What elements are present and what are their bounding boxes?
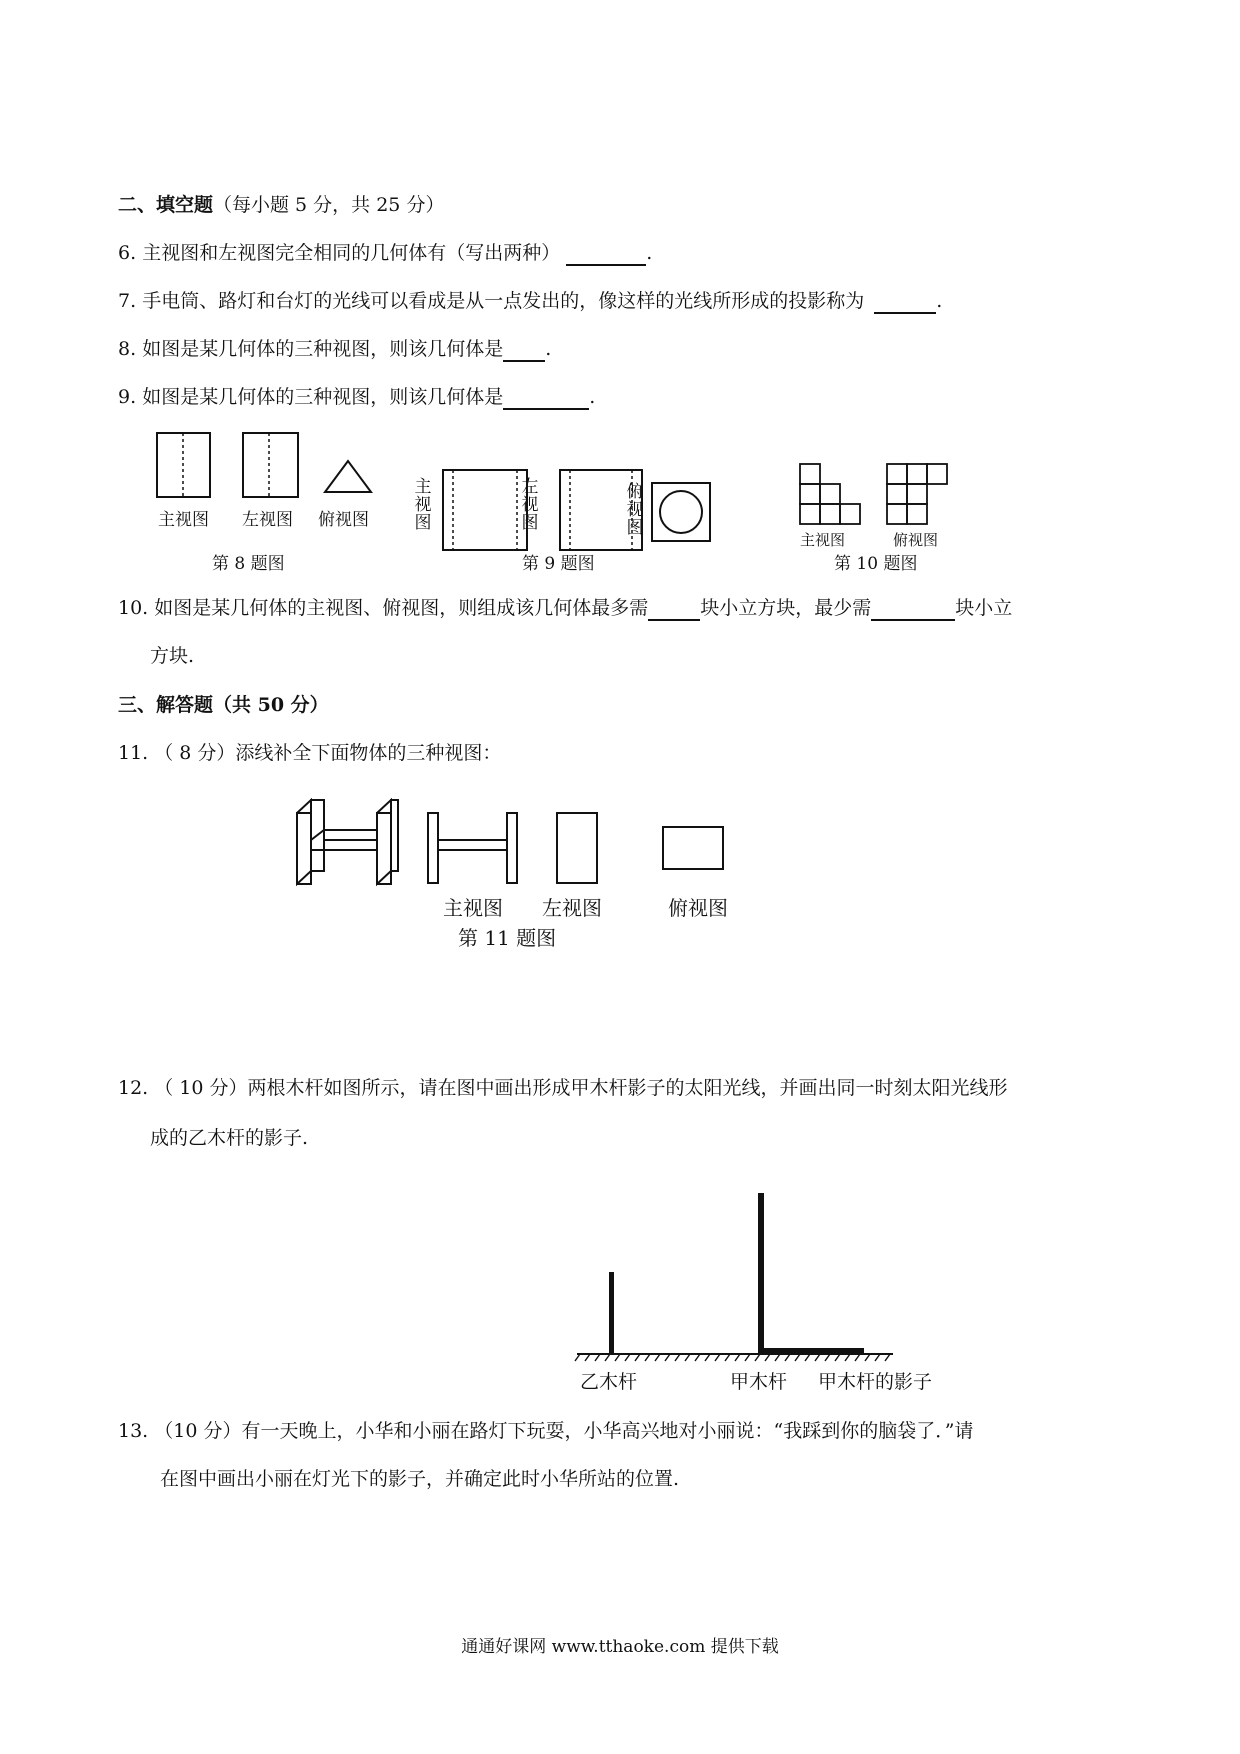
question-end: . bbox=[936, 290, 943, 312]
fig10-label-front: 主视图 bbox=[800, 531, 846, 549]
fig8-label-left: 左视图 bbox=[242, 510, 293, 530]
fig9-label-top: 俯视图 bbox=[626, 482, 644, 538]
question-10 bbox=[118, 595, 1012, 621]
question-13-continued: 在图中画出小丽在灯光下的影子，并确定此时小华所站的位置. bbox=[160, 1468, 680, 1490]
fig9-caption: 第 9 题图 bbox=[522, 554, 595, 574]
answer-blank-min[interactable] bbox=[871, 599, 955, 621]
fig12-ground-hatch bbox=[575, 1354, 890, 1361]
fig8-label-front: 主视图 bbox=[158, 510, 209, 530]
question-number: 8. bbox=[118, 338, 137, 360]
fig9-front-view bbox=[443, 470, 527, 550]
question-12 bbox=[118, 1075, 1008, 1101]
question-end: . bbox=[545, 338, 552, 360]
fig11-front-view bbox=[428, 813, 517, 883]
fig12-pole-jia bbox=[758, 1193, 764, 1354]
question-text: （10 分）有一天晚上，小华和小丽在路灯下玩耍，小华高兴地对小丽说：“我踩到你的脑袋了．”请 bbox=[154, 1420, 974, 1442]
fig12-pole-yi bbox=[609, 1272, 614, 1354]
answer-blank-max[interactable] bbox=[648, 599, 700, 621]
question-number: 12. bbox=[118, 1077, 149, 1099]
fig10-top-view bbox=[887, 464, 947, 524]
fig11-label-front: 主视图 bbox=[443, 896, 503, 920]
page-footer: 通通好课网 www.tthaoke.com 提供下载 bbox=[461, 1637, 779, 1657]
question-text: 如图是某几何体的主视图、俯视图，则组成该几何体最多需 bbox=[154, 597, 649, 619]
fig9-top-view bbox=[652, 483, 710, 541]
question-number: 13. bbox=[118, 1420, 149, 1442]
question-11 bbox=[118, 740, 501, 766]
question-number: 7. bbox=[118, 290, 137, 312]
fig8-left-view bbox=[243, 433, 298, 497]
section-heading-solve: 三、解答题（共 50 分） bbox=[118, 694, 329, 716]
question-number: 11. bbox=[118, 742, 149, 764]
question-text: 如图是某几何体的三种视图，则该几何体是 bbox=[142, 386, 504, 408]
fig8-caption: 第 8 题图 bbox=[212, 554, 285, 574]
section-note: （每小题 5 分，共 25 分） bbox=[213, 194, 445, 216]
fig10-caption: 第 10 题图 bbox=[834, 554, 918, 574]
fig11-left-view bbox=[557, 813, 597, 883]
fig11-caption: 第 11 题图 bbox=[458, 926, 557, 950]
question-text: 主视图和左视图完全相同的几何体有（写出两种） bbox=[142, 242, 561, 264]
fig9-label-left: 左视图 bbox=[521, 477, 539, 533]
fig11-top-view bbox=[663, 827, 723, 869]
question-text: （ 10 分）两根木杆如图所示，请在图中画出形成甲木杆影子的太阳光线，并画出同一时刻太阳光线形 bbox=[154, 1077, 1008, 1099]
fig11-label-left: 左视图 bbox=[542, 896, 602, 920]
fig10-label-top: 俯视图 bbox=[893, 531, 939, 549]
question-number: 9. bbox=[118, 386, 137, 408]
question-12-continued: 成的乙木杆的影子. bbox=[150, 1127, 309, 1149]
section-title: 二、填空题 bbox=[118, 194, 214, 216]
question-text: 块小立 bbox=[955, 597, 1013, 619]
question-13 bbox=[118, 1418, 973, 1444]
fig12-label-jia-shadow: 甲木杆的影子 bbox=[818, 1371, 933, 1393]
fig12-shadow-jia bbox=[764, 1348, 864, 1353]
question-text: 块小立方块，最少需 bbox=[700, 597, 872, 619]
question-10-continued: 方块. bbox=[150, 645, 195, 667]
fig8-top-view-triangle bbox=[325, 461, 371, 492]
fig9-label-front: 主视图 bbox=[414, 477, 432, 533]
question-number: 10. bbox=[118, 597, 149, 619]
fig11-label-top: 俯视图 bbox=[668, 896, 728, 920]
question-end: . bbox=[646, 242, 653, 264]
fig12-label-yi-pole: 乙木杆 bbox=[580, 1371, 638, 1393]
fig11-object bbox=[297, 800, 398, 884]
question-text: 如图是某几何体的三种视图，则该几何体是 bbox=[142, 338, 504, 360]
question-text: （ 8 分）添线补全下面物体的三种视图： bbox=[154, 742, 502, 764]
fig12-label-jia-pole: 甲木杆 bbox=[730, 1371, 788, 1393]
fig8-label-top: 俯视图 bbox=[318, 510, 369, 530]
question-text: 手电筒、路灯和台灯的光线可以看成是从一点发出的，像这样的光线所形成的投影称为 bbox=[142, 290, 865, 312]
fig8-front-view bbox=[157, 433, 210, 497]
question-end: . bbox=[589, 386, 596, 408]
question-number: 6. bbox=[118, 242, 137, 264]
fig10-front-view bbox=[800, 464, 860, 524]
